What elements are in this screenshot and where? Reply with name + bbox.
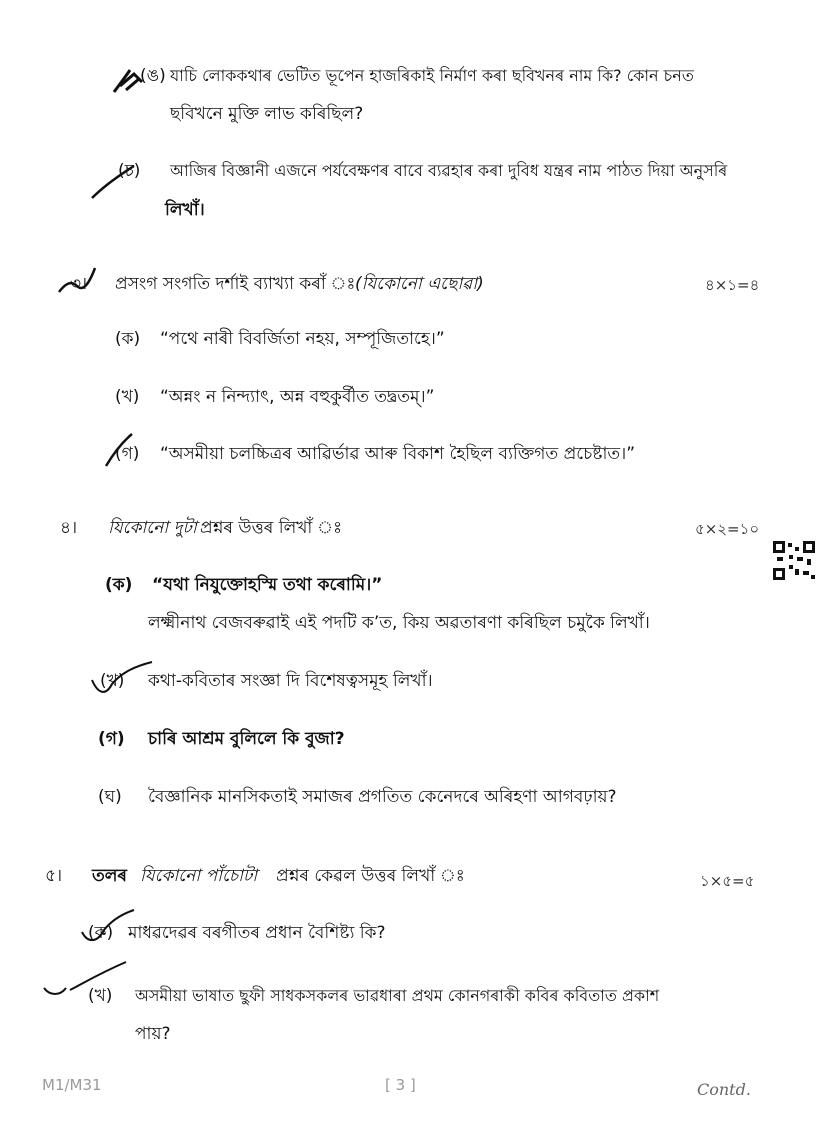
q5-item-a-text: মাধৱদেৱৰ বৰগীতৰ প্ৰধান বৈশিষ্ট্য কি?	[128, 923, 386, 943]
footer-contd: Contd.	[697, 1080, 751, 1099]
q4-instruction-choice: যিকোনো দুটা	[108, 518, 197, 538]
q4-instruction: প্ৰশ্নৰ উত্তৰ লিখাঁ ঃ	[200, 518, 343, 538]
q4-item-b-text: কথা-কবিতাৰ সংজ্ঞা দি বিশেষত্বসমূহ লিখাঁ।	[148, 671, 433, 691]
q5-item-b-text2: পায়?	[135, 1024, 171, 1044]
q3-choice: (যিকোনো এছোৱা)	[355, 274, 484, 294]
q5-number: ৫।	[45, 866, 63, 886]
tick-mark-icon	[90, 164, 140, 204]
q2-item-e-line1: যাচি লোককথাৰ ভেটিত ভূপেন হাজৰিকাই নিৰ্মাণ কৰা ছবিখনৰ নাম কি? কোন চনত	[170, 66, 694, 85]
q4-item-a-text2: লক্ষ্মীনাথ বেজবৰুৱাই এই পদটি ক’ত, কিয় অৱতাৰণা কৰিছিল চমুকৈ লিখাঁ।	[148, 613, 650, 633]
q2-item-ch-line1: আজিৰ বিজ্ঞানী এজনে পৰ্যবেক্ষণৰ বাবে ব্যৱহাৰ কৰা দুবিধ যন্ত্ৰৰ নাম পাঠত দিয়া অনুসৰি	[170, 161, 728, 180]
q3-item-a-text: “পথে নাৰী বিবৰ্জিতা নহয়, সম্পূজিতাহে।”	[160, 329, 445, 349]
q5-instruction: প্ৰশ্নৰ কেৱল উত্তৰ লিখাঁ ঃ	[276, 866, 465, 886]
q4-item-a-text: “যথা নিযুক্তোহস্মি তথা কৰোমি।”	[152, 575, 383, 595]
footer-code: M1/M31	[42, 1076, 102, 1094]
q4-marks: ৫×২=১০	[695, 520, 760, 538]
qr-code-icon	[773, 541, 817, 581]
pen-mark-icon	[55, 262, 105, 302]
footer-page-number: [ 3 ]	[385, 1076, 416, 1094]
tick-mark-icon	[42, 960, 132, 1000]
q4-item-c-text: চাৰি আশ্ৰম বুলিলে কি বুজা?	[148, 729, 345, 749]
q4-item-d-label: (ঘ)	[98, 787, 122, 807]
q2-item-ch-line2: লিখাঁ।	[165, 200, 205, 220]
q4-item-a-label: (ক)	[105, 575, 133, 595]
q3-number: ৩।	[70, 274, 88, 294]
q2-item-ch-label: (চ)	[118, 161, 141, 181]
q2-item-e-label: (ঙ)	[140, 66, 166, 86]
q4-item-c-label: (গ)	[98, 729, 125, 749]
q5-marks: ১×৫=৫	[700, 872, 755, 890]
q5-instruction-choice: যিকোনো পাঁচোটা	[140, 866, 258, 886]
q5-item-b-label: (খ)	[88, 986, 113, 1006]
q4-number: ৪।	[60, 518, 78, 538]
q3-instruction: প্ৰসংগ সংগতি দৰ্শাই ব্যাখ্যা কৰাঁ ঃ	[115, 274, 356, 294]
q5-item-b-text: অসমীয়া ভাষাত ছুফী সাধকসকলৰ ভাৱধাৰা প্ৰথম কোনগৰাকী কবিৰ কবিতাত প্ৰকাশ	[135, 986, 660, 1005]
q4-item-d-text: বৈজ্ঞানিক মানসিকতাই সমাজৰ প্ৰগতিত কেনেদৰে অৰিহণা আগবঢ়ায়?	[148, 787, 617, 807]
q3-marks: ৪×১=৪	[705, 276, 760, 294]
q2-item-e-line2: ছবিখনে মুক্তি লাভ কৰিছিল?	[170, 104, 364, 124]
pen-mark-icon	[112, 64, 152, 98]
tick-mark-icon	[78, 908, 138, 948]
q5-item-a-label: (ক)	[88, 923, 114, 943]
q4-item-b-label: (খ)	[100, 671, 125, 691]
tick-mark-icon	[88, 660, 158, 700]
q3-item-b-text: “অন্নং ন নিন্দ্যাৎ, অন্ন বহুকুৰ্বীত তদ্ব্ৰতম্।”	[160, 387, 435, 407]
tick-mark-icon	[102, 432, 142, 472]
q3-item-b-label: (খ)	[115, 387, 140, 407]
q3-item-c-text: “অসমীয়া চলচ্চিত্ৰৰ আৱিৰ্ভাৱ আৰু বিকাশ হৈছিল ব্যক্তিগত প্ৰচেষ্টাত।”	[160, 444, 636, 464]
q3-item-c-label: (গ)	[115, 444, 140, 464]
q5-instruction-a: তলৰ	[92, 866, 127, 886]
q3-item-a-label: (ক)	[115, 329, 141, 349]
